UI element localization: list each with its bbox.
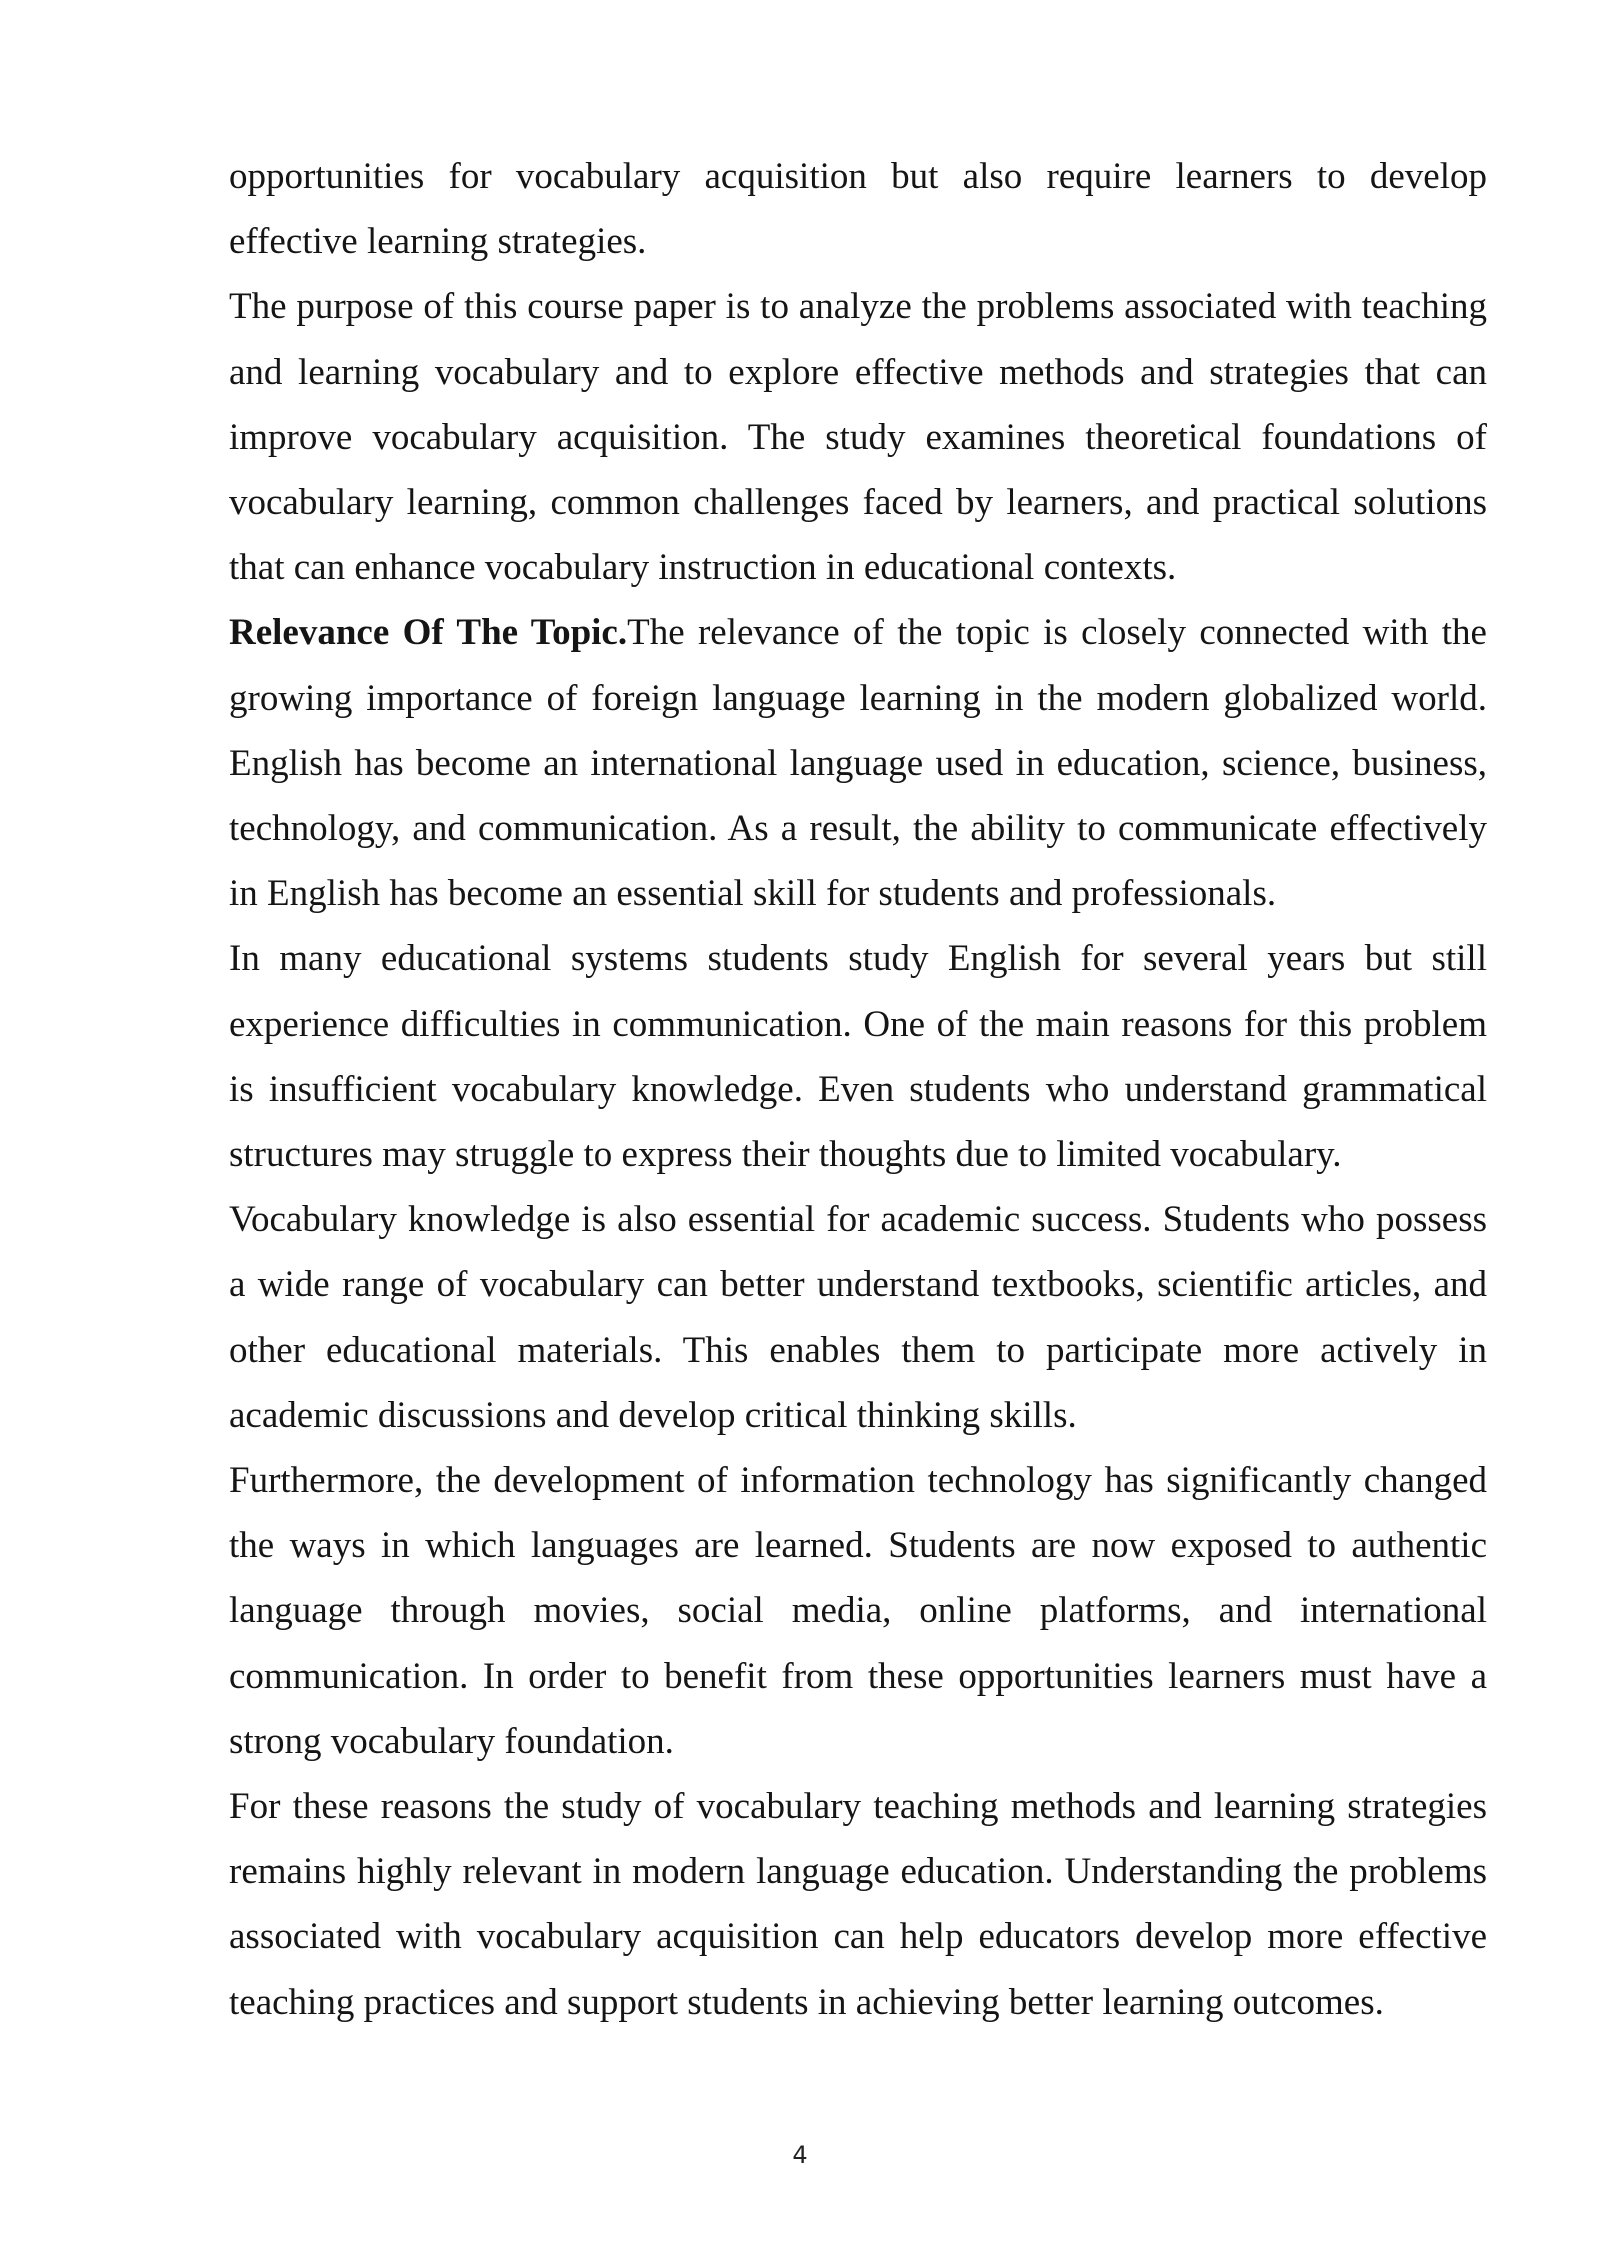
- paragraph-1: [229, 144, 1487, 274]
- paragraph-2-text: The purpose of this course paper is to analyze the problems associated with teaching and learning vocabulary and to explore effective methods and strategies that can improve vocabulary acquisition. The study examines theoretical foundations of vocabulary learning, common challenges faced by learners, and practical solutions that can enhance vocabulary instruction in educational contexts.: [229, 286, 1487, 589]
- paragraph-3: [229, 600, 1487, 926]
- page-number: 4: [792, 2141, 808, 2169]
- paragraph-3-text: The relevance of the topic is closely connected with the growing importance of foreign language learning in the modern globalized world. English has become an international language used in education, science, business, technology, and communication. As a result, the ability to communicate effectively in English has become an essential skill for students and professionals.: [229, 612, 1487, 915]
- paragraph-7-text: For these reasons the study of vocabulary teaching methods and learning strategies remains highly relevant in modern language education. Understanding the problems associated with vocabulary acquisition can help educators develop more effective teaching practices and support students in achieving better learning outcomes.: [229, 1786, 1487, 2023]
- paragraph-6-text: Furthermore, the development of information technology has significantly changed the ways in which languages are learned. Students are now exposed to authentic language through movies, social media, online platforms, and international communication. In order to benefit from these opportunities learners must have a strong vocabulary foundation.: [229, 1460, 1487, 1762]
- paragraph-5: [229, 1187, 1487, 1448]
- paragraph-4: [229, 926, 1487, 1187]
- relevance-heading: Relevance Of The Topic.: [229, 612, 628, 654]
- paragraph-6: [229, 1448, 1487, 1774]
- paragraph-5-text: Vocabulary knowledge is also essential for academic success. Students who possess a wide range of vocabulary can better understand textbooks, scientific articles, and other educational materials. This enables them to participate more actively in academic discussions and develop critical thinking skills.: [229, 1199, 1487, 1436]
- paragraph-1-text: opportunities for vocabulary acquisition but also require learners to develop effective learning strategies.: [229, 156, 1487, 263]
- paragraph-4-text: In many educational systems students study English for several years but still experience difficulties in communication. One of the main reasons for this problem is insufficient vocabulary knowledge. Even students who understand grammatical structures may struggle to express their thoughts due to limited vocabulary.: [229, 938, 1487, 1176]
- paragraph-2: [229, 274, 1487, 600]
- paragraph-7: [229, 1774, 1487, 2035]
- document-body: [229, 144, 1487, 2035]
